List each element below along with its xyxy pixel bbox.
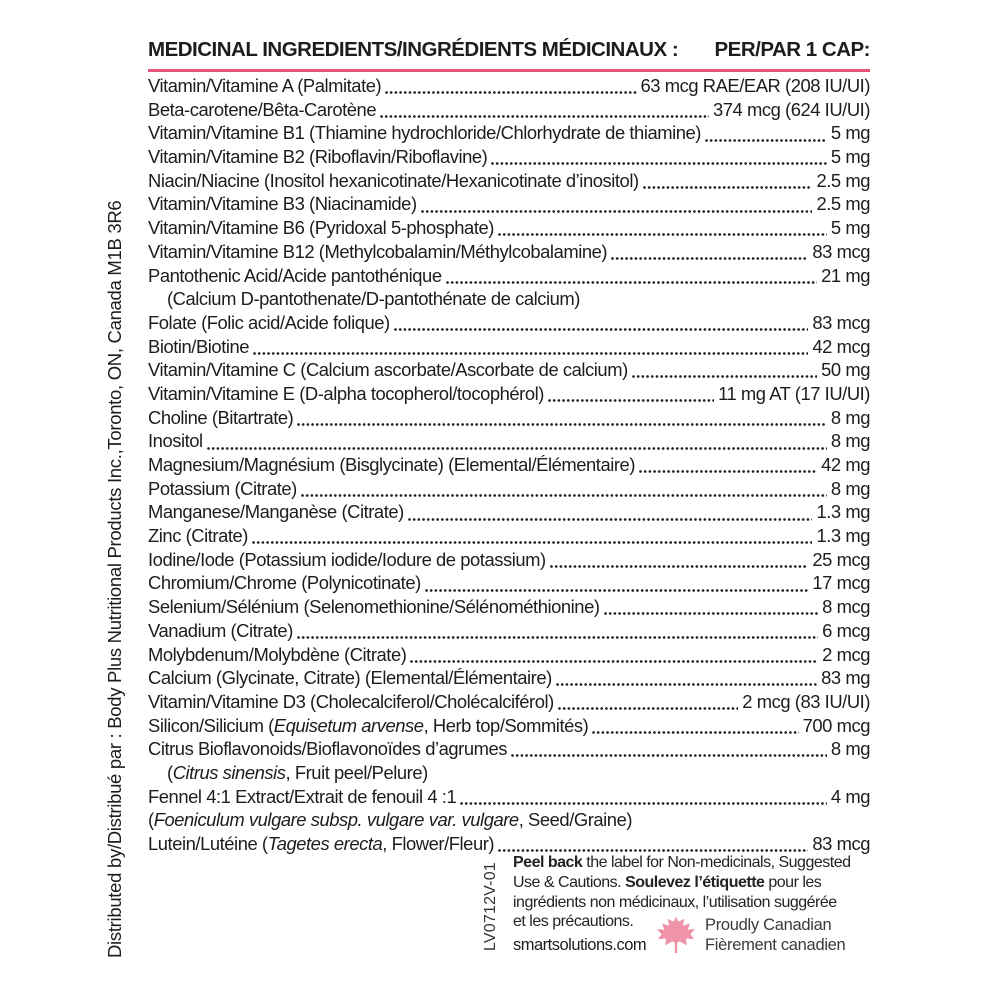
ingredient-row <box>148 121 870 145</box>
ingredient-row <box>148 714 870 738</box>
ingredient-row <box>148 548 870 572</box>
ingredient-row <box>148 524 870 548</box>
ingredients-list <box>148 74 870 856</box>
ingredient-name: Fennel 4:1 Extract/Extrait de fenouil 4 :1 <box>148 785 457 807</box>
ingredient-name: Vitamin/Vitamine B1 (Thiamine hydrochloride/Chlorhydrate de thiamine) <box>148 122 701 144</box>
ingredient-value: 5 mg <box>830 217 870 239</box>
dot-leader <box>489 145 829 169</box>
ingredient-row <box>148 429 870 453</box>
ingredient-value: 83 mcg <box>812 311 870 333</box>
ingredient-row <box>148 595 870 619</box>
ingredient-name: Calcium (Glycinate, Citrate) (Elemental/Élémentaire) <box>148 667 552 689</box>
ingredient-value: 5 mg <box>830 146 870 168</box>
ingredient-value: 5 mg <box>830 122 870 144</box>
dot-leader <box>406 500 815 524</box>
ingredient-name: Selenium/Sélénium (Selenomethionine/Sélénométhionine) <box>148 596 600 618</box>
ingredient-value: 42 mg <box>821 454 870 475</box>
dot-leader <box>637 453 819 477</box>
dot-leader <box>458 785 829 809</box>
ingredient-value: 21 mg <box>821 264 870 286</box>
ingredient-row <box>148 287 870 311</box>
dot-leader <box>444 264 820 288</box>
dot-leader <box>546 382 716 406</box>
proudly-canadian-text <box>705 915 845 955</box>
dot-leader <box>641 169 815 193</box>
dot-leader <box>295 619 820 643</box>
ingredient-value: 4 mg <box>830 785 870 807</box>
ingredient-name: (Calcium D-pantothenate/D-pantothénate de calcium) <box>167 288 580 310</box>
ingredient-name: Folate (Folic acid/Acide folique) <box>148 311 390 333</box>
ingredient-value: 2 mcg <box>822 643 870 665</box>
ingredient-name: Inositol <box>148 430 203 452</box>
ingredient-row <box>148 666 870 690</box>
dot-leader <box>496 216 829 240</box>
ingredient-value: 2.5 mg <box>816 193 870 215</box>
ingredient-row <box>148 358 870 382</box>
dot-leader <box>423 571 811 595</box>
dot-leader <box>590 714 800 738</box>
ingredient-name: Vitamin/Vitamine B6 (Pyridoxal 5-phosphate) <box>148 217 494 239</box>
ingredient-row <box>148 145 870 169</box>
ingredient-value: 11 mg AT (17 IU/UI) <box>718 382 870 404</box>
dot-leader <box>251 335 810 359</box>
ingredient-row <box>148 500 870 524</box>
ingredient-row <box>148 453 870 477</box>
ingredient-value: 8 mg <box>830 477 870 499</box>
ingredient-row <box>148 169 870 193</box>
dot-leader <box>554 666 819 690</box>
dot-leader <box>299 477 829 501</box>
ingredient-value: 25 mcg <box>812 548 870 570</box>
ingredient-name: Pantothenic Acid/Acide pantothénique <box>148 264 442 286</box>
ingredient-value: 2.5 mg <box>816 169 870 191</box>
distributor-vertical-text: Distributed by/Distribué par : Body Plus Nutritional Products Inc.,Toronto, ON, Canada M1B 3R6 <box>104 200 125 958</box>
ingredient-name: (Foeniculum vulgare subsp. vulgare var. vulgare, Seed/Graine) <box>148 809 633 831</box>
ingredient-row <box>148 737 870 761</box>
ingredient-value: 63 mcg RAE/EAR (208 IU/UI) <box>640 75 870 96</box>
ingredient-name: Biotin/Biotine <box>148 335 250 357</box>
ingredient-value: 8 mg <box>830 430 870 452</box>
footer <box>513 853 851 956</box>
ingredient-name: Vitamin/Vitamine D3 (Cholecalciferol/Cholécalciférol) <box>148 690 554 712</box>
ingredient-row <box>148 571 870 595</box>
dot-leader <box>205 429 829 453</box>
ingredient-name: Vitamin/Vitamine C (Calcium ascorbate/Ascorbate de calcium) <box>148 359 628 381</box>
ingredient-value: 50 mg <box>821 359 870 381</box>
proudly-canadian-line-fr: Fièrement canadien <box>705 936 846 954</box>
panel-header <box>148 37 870 63</box>
ingredient-row <box>148 311 870 335</box>
ingredient-value: 6 mcg <box>822 619 870 641</box>
ingredient-name: Manganese/Manganèse (Citrate) <box>148 501 404 523</box>
ingredient-name: Iodine/Iode (Potassium iodide/Iodure de potassium) <box>148 548 546 570</box>
ingredient-row <box>148 335 870 359</box>
ingredient-row <box>148 619 870 643</box>
ingredient-name: Citrus Bioflavonoids/Bioflavonoïdes d’agrumes <box>148 738 508 760</box>
ingredient-name: Vitamin/Vitamine B12 (Methylcobalamin/Méthylcobalamine) <box>148 240 608 262</box>
ingredient-value: 700 mcg <box>802 714 870 736</box>
dot-leader <box>392 311 811 335</box>
ingredient-value: 8 mg <box>830 406 870 428</box>
website-text: smartsolutions.com <box>513 936 647 955</box>
ingredient-name: Chromium/Chrome (Polynicotinate) <box>148 572 421 594</box>
ingredient-value: 374 mcg (624 IU/UI) <box>712 98 870 120</box>
ingredient-value: 8 mg <box>830 738 870 760</box>
ingredient-row <box>148 808 870 832</box>
ingredient-name: Choline (Bitartrate) <box>148 406 294 428</box>
ingredient-row <box>148 264 870 288</box>
ingredient-name: Silicon/Silicium (Equisetum arvense, Herb top/Sommités) <box>148 714 589 736</box>
dot-leader <box>630 358 819 382</box>
ingredient-value: 83 mcg <box>812 240 870 262</box>
dot-leader <box>509 737 829 761</box>
ingredient-row <box>148 785 870 809</box>
ingredient-value: 42 mcg <box>812 335 870 357</box>
ingredient-row <box>148 192 870 216</box>
ingredient-name: (Citrus sinensis, Fruit peel/Pelure) <box>167 761 428 783</box>
dot-leader <box>295 406 829 430</box>
dot-leader <box>548 548 811 572</box>
ingredient-name: Vanadium (Citrate) <box>148 619 293 641</box>
medicinal-ingredients-panel <box>148 37 870 856</box>
lot-code-vertical-text: LV0712V-01 <box>482 862 499 951</box>
ingredient-name: Vitamin/Vitamine B2 (Riboflavin/Riboflavine) <box>148 146 488 168</box>
proudly-canadian-block <box>656 912 845 958</box>
ingredient-value: 8 mcg <box>822 596 870 618</box>
ingredient-value: 83 mg <box>821 667 870 689</box>
ingredient-value: 1.3 mg <box>816 501 870 523</box>
ingredient-row <box>148 761 870 785</box>
dot-leader <box>602 595 821 619</box>
dot-leader <box>419 192 815 216</box>
dot-leader <box>250 524 815 548</box>
ingredient-row <box>148 643 870 667</box>
dot-leader <box>556 690 741 714</box>
ingredient-row <box>148 406 870 430</box>
proudly-canadian-line-en: Proudly Canadian <box>705 916 832 934</box>
dot-leader <box>378 98 711 122</box>
panel-title: MEDICINAL INGREDIENTS/INGRÉDIENTS MÉDICINAUX : <box>148 38 679 61</box>
ingredient-value: 2 mcg (83 IU/UI) <box>742 690 870 712</box>
ingredient-row <box>148 98 870 122</box>
dot-leader <box>609 240 810 264</box>
header-underline <box>148 69 870 72</box>
ingredient-name: Molybdenum/Molybdène (Citrate) <box>148 643 407 665</box>
ingredient-row <box>148 74 870 98</box>
dot-leader <box>408 643 820 667</box>
ingredient-row <box>148 382 870 406</box>
ingredient-name: Vitamin/Vitamine B3 (Niacinamide) <box>148 193 417 215</box>
ingredient-row <box>148 216 870 240</box>
ingredient-name: Vitamin/Vitamine E (D-alpha tocopherol/tocophérol) <box>148 382 544 404</box>
ingredient-row <box>148 240 870 264</box>
ingredient-value: 1.3 mg <box>816 525 870 547</box>
ingredient-row <box>148 477 870 501</box>
dot-leader <box>383 74 638 98</box>
peel-back-note: Peel back the label for Non-medicinals, Suggested Use & Cautions. Soulevez l’étiquette pour les ingrédients non médicinaux, l’utilisation suggérée et les précautions. <box>513 854 851 931</box>
ingredient-row <box>148 690 870 714</box>
dot-leader <box>703 121 829 145</box>
panel-per-cap: PER/PAR 1 CAP: <box>714 38 870 61</box>
ingredient-name: Magnesium/Magnésium (Bisglycinate) (Elemental/Élémentaire) <box>148 454 635 475</box>
ingredient-value: 83 mcg <box>812 833 870 854</box>
ingredient-name: Vitamin/Vitamine A (Palmitate) <box>148 75 382 96</box>
ingredient-name: Potassium (Citrate) <box>148 477 297 499</box>
ingredient-name: Lutein/Lutéine (Tagetes erecta, Flower/Fleur) <box>148 833 495 854</box>
ingredient-name: Beta-carotene/Bêta-Carotène <box>148 98 377 120</box>
ingredient-name: Zinc (Citrate) <box>148 525 248 547</box>
maple-leaf-icon <box>656 912 696 958</box>
ingredient-name: Niacin/Niacine (Inositol hexanicotinate/Hexanicotinate d’inositol) <box>148 169 639 191</box>
ingredient-value: 17 mcg <box>812 572 870 594</box>
